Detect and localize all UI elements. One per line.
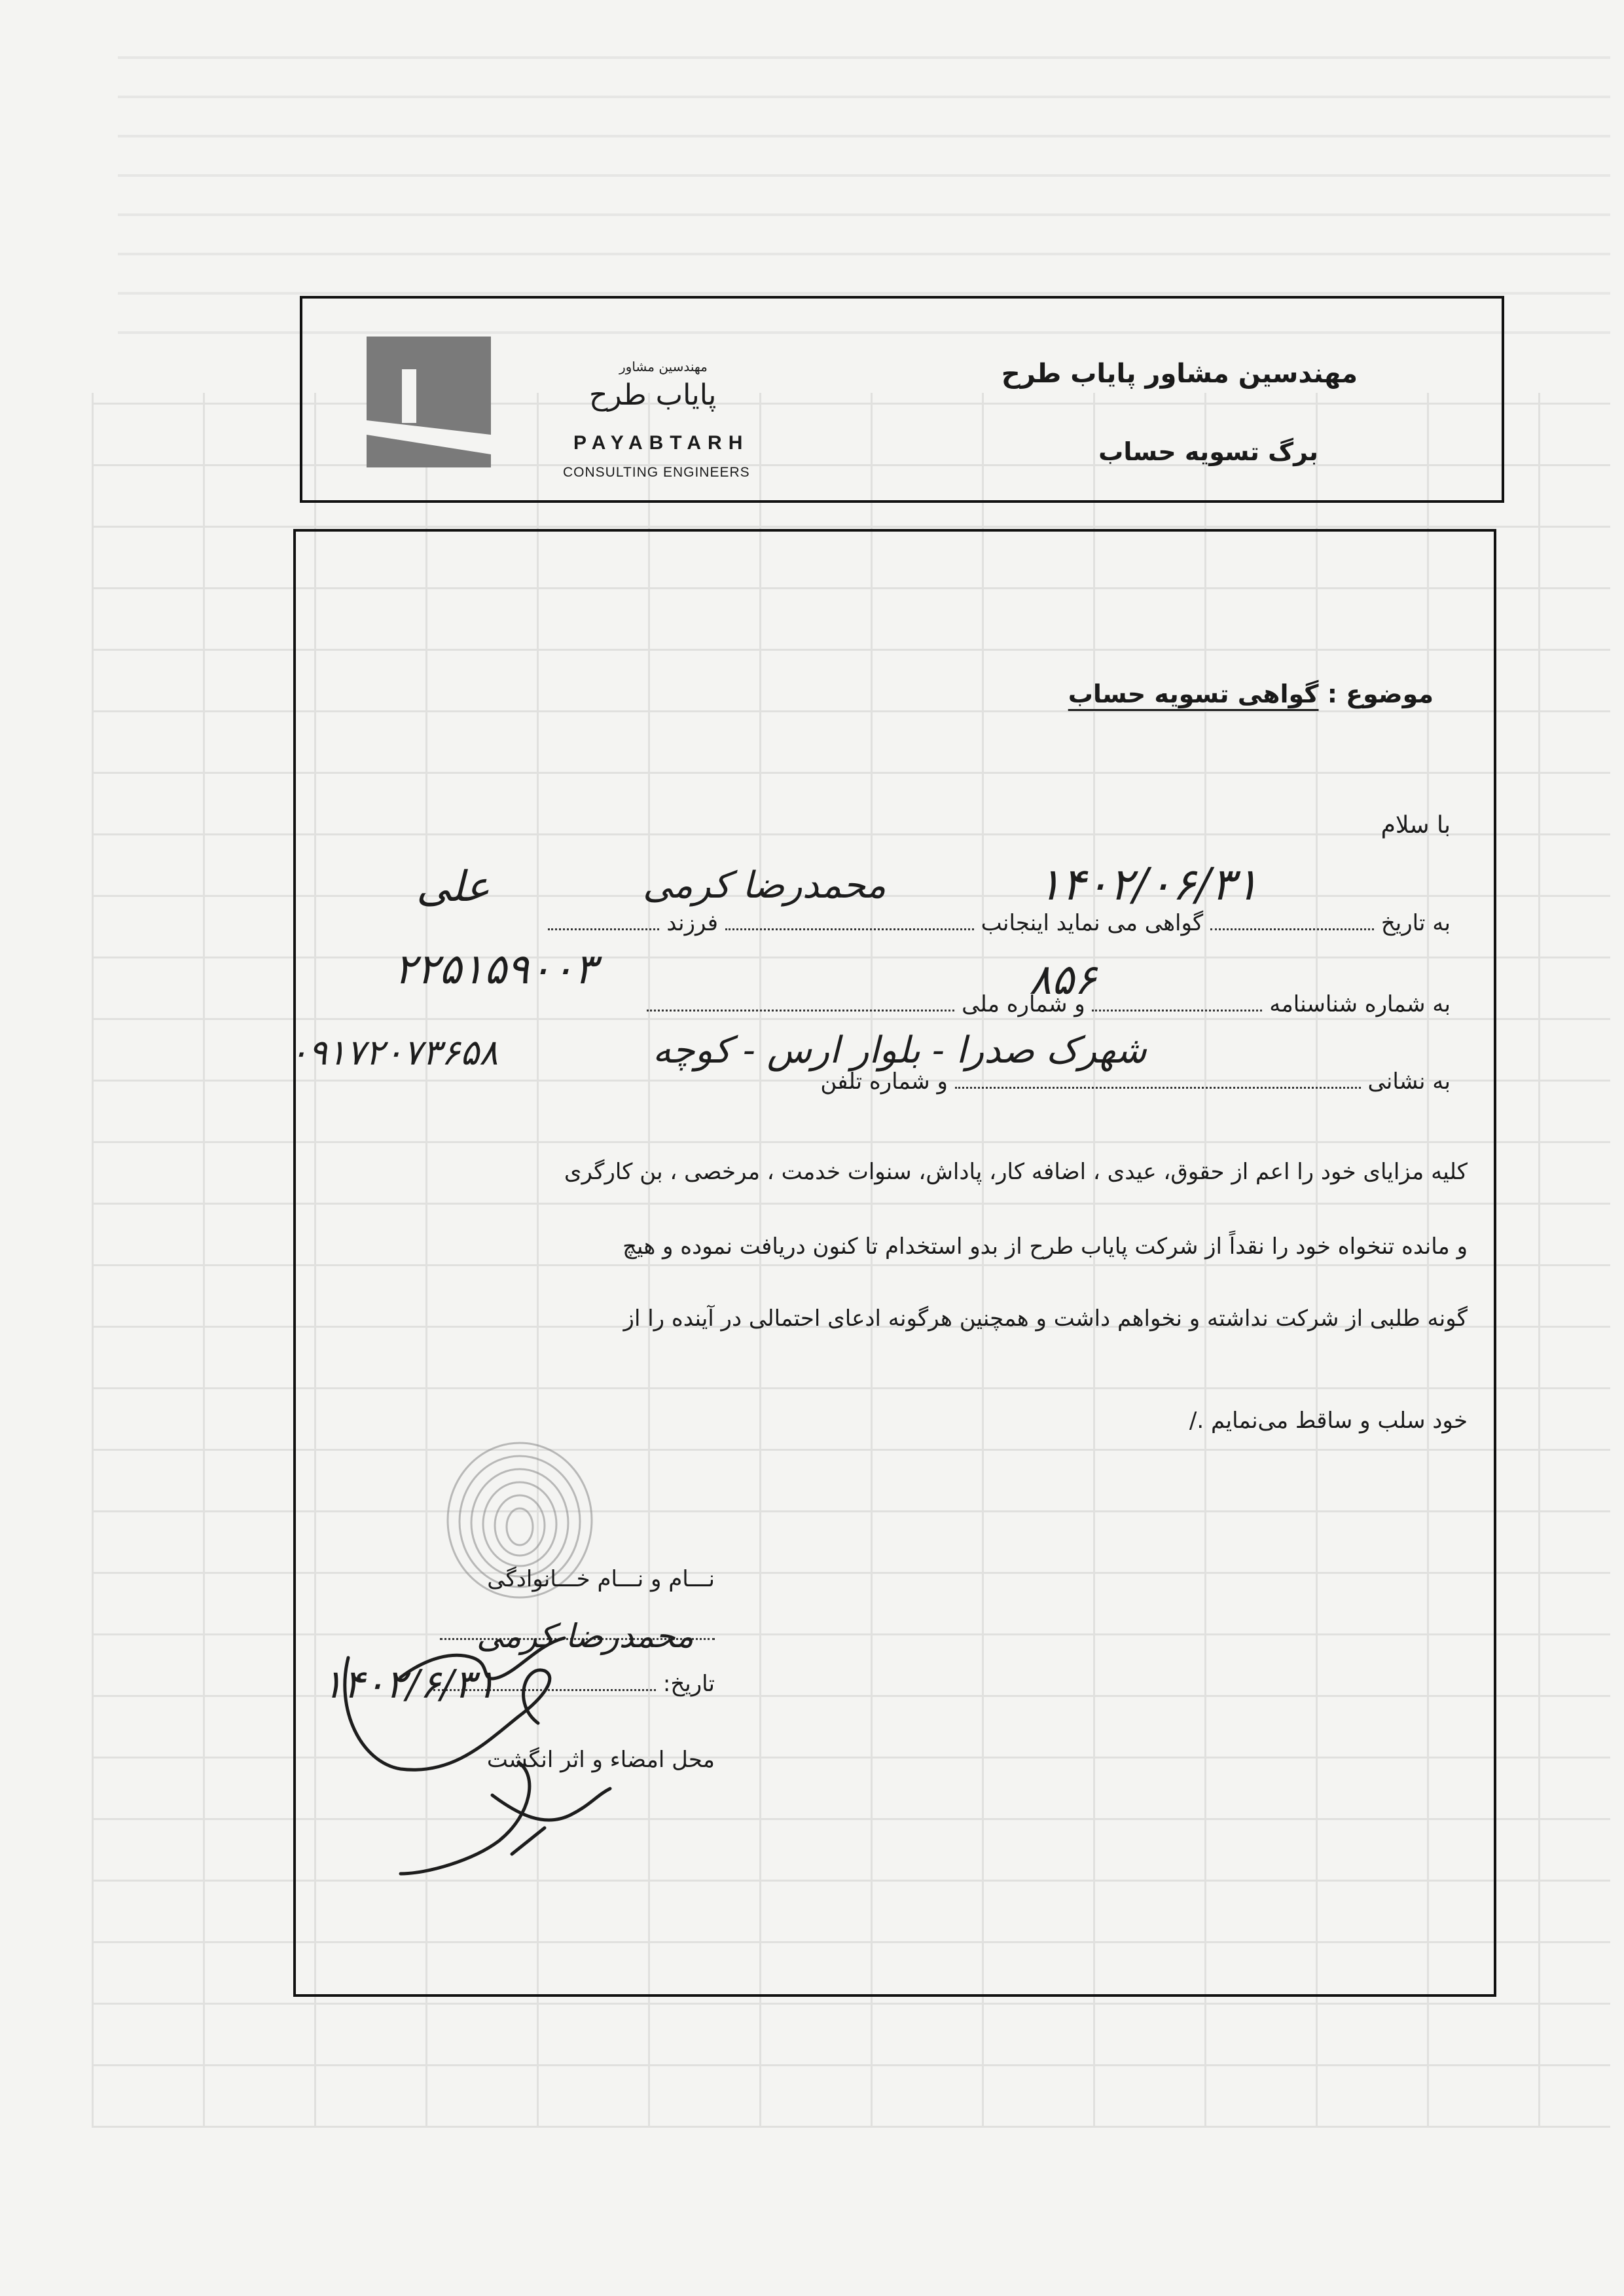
handwritten-phone: ۰۹۱۷۲۰۷۳۶۵۸ [289,1032,499,1073]
handwritten-signature-date: ۱۴۰۲/۶/۳۱ [322,1662,497,1707]
greeting: با سلام [1380,812,1451,839]
national-number-label: و شماره ملی [962,991,1085,1017]
subject-value: گواهی تسویه حساب [1068,680,1319,708]
phone-label: و شماره تلفن [820,1068,948,1095]
handwritten-name: محمدرضا کرمی [643,864,886,907]
clearance-text-line-3: گونه طلبی از شرکت نداشته و نخواهم داشت و همچنین هرگونه ادعای احتمالی در آینده را از [623,1305,1468,1332]
logo-persian-name: پایاب طرح [589,378,717,412]
address-phone-line [820,1068,1451,1095]
signer-name-label: نـــام و نـــام خـــانوادگی [487,1566,715,1592]
logo-english-subtitle: CONSULTING ENGINEERS [563,465,750,480]
signature-date-label: تاریخ: [662,1671,715,1697]
logo-mark-icon [367,337,491,467]
company-logo [367,337,792,480]
handwritten-id-number: ۸۵۶ [1029,956,1097,1004]
logo-english-name: PAYABTARH [573,432,749,454]
clearance-text-line-2: و مانده تنخواه خود را نقداً از شرکت پایاب طرح از بدو استخدام تا کنون دریافت نموده و هیچ [623,1233,1468,1260]
handwritten-address: شهرک صدرا - بلوار ارس - کوچه [653,1029,1147,1072]
form-title: برگ تسویه حساب [1098,437,1318,466]
bleed-through-header [118,46,1610,334]
subject-line [1068,680,1434,708]
date-label: به تاریخ [1380,910,1451,936]
handwritten-signer-name: محمدرضا کرمی [477,1617,694,1655]
certify-text: گواهی می نماید اینجانب [981,910,1204,936]
date-name-line [548,910,1451,936]
subject-label: موضوع : [1327,680,1434,708]
handwritten-date: ۱۴۰۲/۰۶/۳۱ [1038,859,1259,911]
date-field[interactable] [1210,928,1374,930]
child-of-label: فرزند [666,910,719,936]
address-field[interactable] [955,1087,1361,1089]
clearance-text-line-1: کلیه مزایای خود را اعم از حقوق، عیدی ، اضافه کار، پاداش، سنوات خدمت ، مرخصی ، بن کارگری [564,1159,1468,1185]
signature-place-label: محل امضاء و اثر انگشت [486,1747,715,1773]
father-name-field[interactable] [548,928,659,930]
certificate-body [289,529,1496,1997]
name-field[interactable] [725,928,974,930]
national-number-field[interactable] [647,1010,954,1011]
handwritten-national-number: ۲۲۵۱۵۹۰۰۳ [394,945,597,994]
id-number-field[interactable] [1092,1010,1262,1011]
handwritten-signature-icon [322,1579,715,1893]
logo-persian-subtitle: مهندسین مشاور [619,359,708,374]
company-name: مهندسین مشاور پایاب طرح [1001,359,1358,389]
id-number-label: به شماره شناسنامه [1269,991,1451,1017]
letterhead [300,296,1504,503]
handwritten-father-name: علی [416,863,490,911]
address-label: به نشانی [1367,1068,1451,1095]
clearance-text-line-4: خود سلب و ساقط می‌نمایم ./ [1189,1408,1468,1434]
